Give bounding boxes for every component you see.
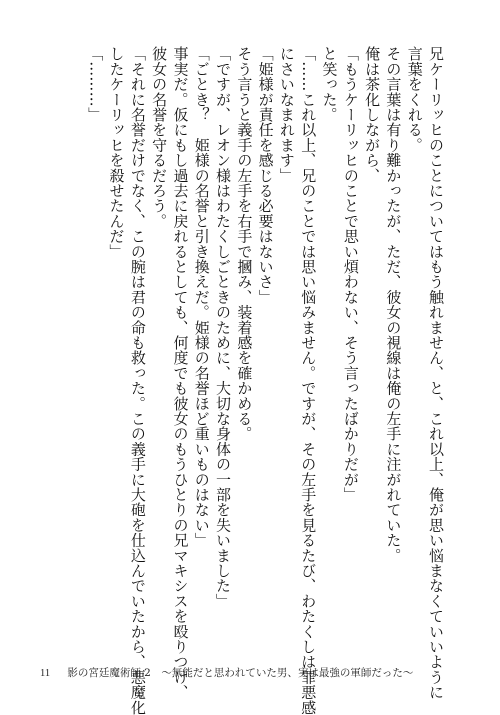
text-line: その言葉は有り難かったが、ただ、彼女の視線は俺の左手に注がれていた。 [384, 46, 403, 563]
text-line: 「………」 [86, 46, 105, 122]
text-line: 事実だ。仮にもし過去に戻れるとしても、何度でも彼女のもうひとりの兄マキシスを殴りつけ、 [171, 46, 190, 700]
text-line: 言葉をくれる。 [405, 46, 424, 153]
text-line: そう言うと義手の左手を右手で摑み、装着感を確かめる。 [235, 46, 254, 442]
text-line: 「……これ以上、兄のことでは思い悩みません。ですが、その左手を見るたび、わたくしは罪悪感 [299, 46, 318, 715]
text-line: 俺は茶化しながら、 [363, 46, 382, 183]
text-line: と笑った。 [320, 46, 339, 122]
page-footer [40, 665, 413, 680]
text-line: 「もうケーリッヒのことで思い煩わない、そう言ったばかりだが」 [341, 46, 360, 502]
page-number: 11 [40, 668, 51, 679]
text-line: 「姫様が責任を感じる必要はないさ」 [256, 46, 275, 305]
text-line: 兄ケーリッヒのことについてはもう触れません、と、これ以上、俺が思い悩まなくていいように [427, 46, 445, 700]
text-line: 「ごとき？ 姫様の名誉と引き換えだ。姫様の名誉ほど重いものはない」 [192, 46, 211, 548]
text-line: 彼女の名誉を守るだろう。 [150, 46, 169, 229]
text-line: 「ですが、レオン様はわたくしごときのために、大切な身体の一部を失いました」 [214, 46, 233, 609]
text-line: にさいなまれます」 [277, 46, 296, 183]
text-line: 「それに名誉だけでなく、この腕は君の命も救った。この義手に大砲を仕込んでいたから、悪魔化 [128, 46, 147, 715]
running-title: 影の宮廷魔術師 2 ～無能だと思われていた男、実は最強の軍師だった～ [67, 667, 414, 679]
text-line: したケーリッヒを殺せたんだ」 [107, 46, 126, 259]
